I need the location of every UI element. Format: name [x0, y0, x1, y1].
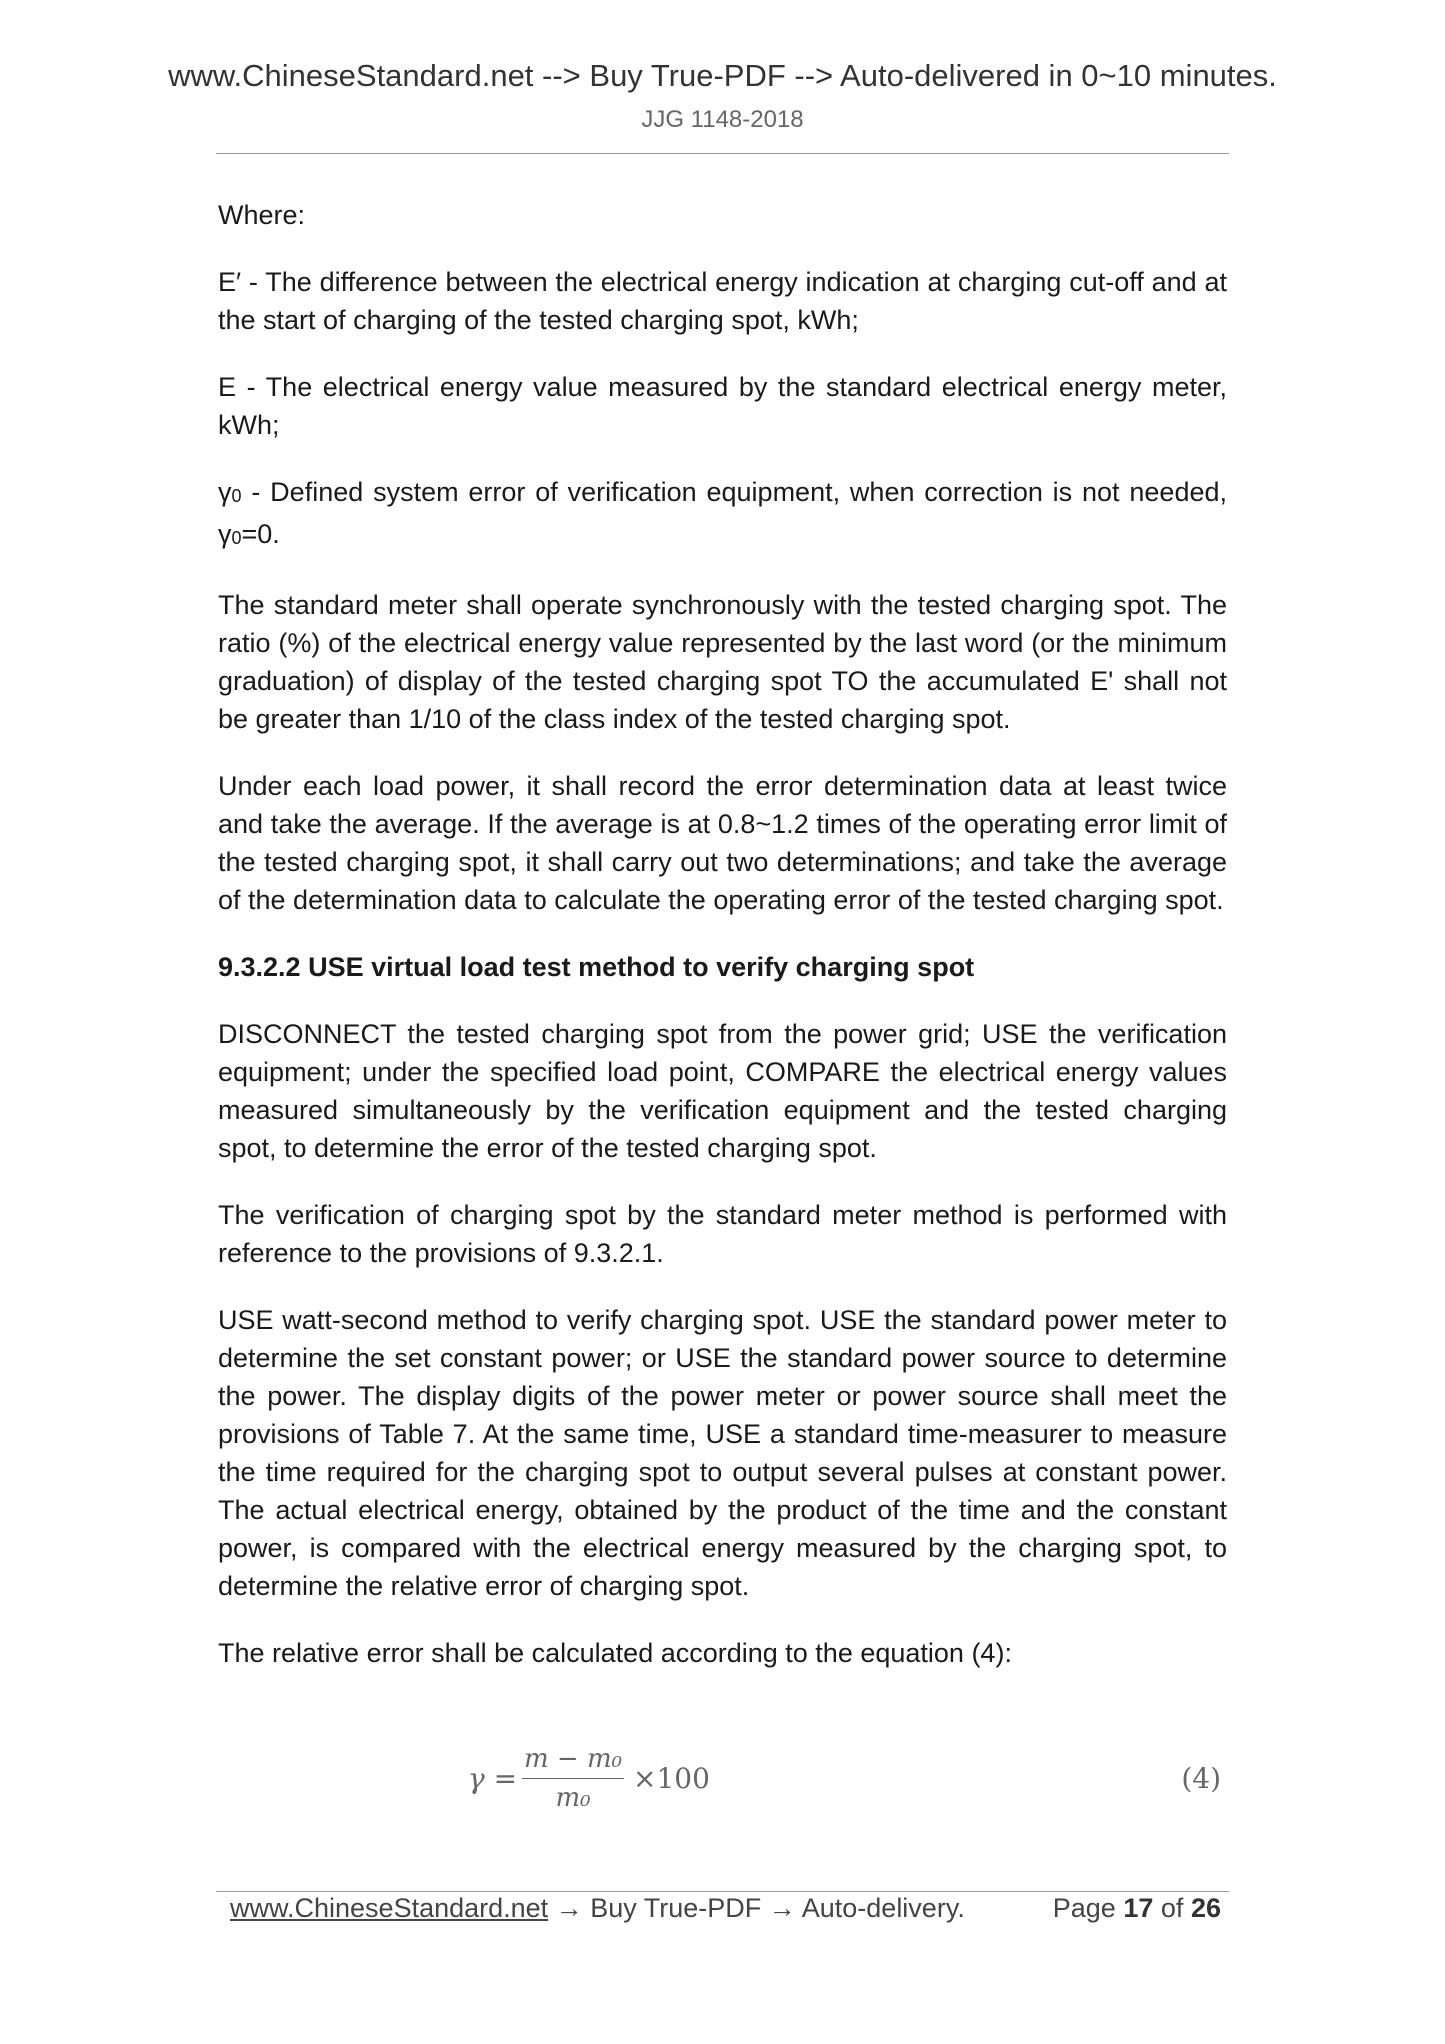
gamma-symbol: γ: [218, 477, 232, 507]
where-label: Where:: [218, 200, 306, 230]
paragraph-watt-second: USE watt-second method to verify charging spot. USE the standard power meter to determine the set constant power; or USE the standard power source to determine the power. The display digits of the power meter or power source shall meet the provisions of Table 7. At the same time, USE a standard time-measurer to measure the time required for the charging spot to output several pulses at constant power. The actual electrical energy, obtained by the product of the time and the constant power, is compared with the electrical energy measured by the charging spot, to determine the relative error of charging spot.: [218, 1305, 1227, 1601]
equation-denominator: m₀: [555, 1783, 591, 1813]
gamma-definition-end: =0.: [241, 519, 280, 549]
footer-site-link[interactable]: www.ChineseStandard.net: [230, 1893, 549, 1923]
gamma-subscript: 0: [231, 486, 242, 506]
page-content: [218, 196, 1227, 1701]
header-divider: [216, 153, 1229, 154]
page-label: Page: [1052, 1893, 1116, 1923]
footer-promo-text: → Buy True-PDF → Auto-delivery.: [548, 1893, 965, 1923]
header-banner[interactable]: www.ChineseStandard.net --> Buy True-PDF --> Auto-delivered in 0~10 minutes.: [168, 58, 1277, 93]
footer-divider: [216, 1891, 1229, 1892]
equation-number: (4): [1181, 1762, 1221, 1795]
equation-numerator: m − m₀: [523, 1744, 623, 1774]
paragraph-synchronous: The standard meter shall operate synchronously with the tested charging spot. The ratio (%) of the electrical energy value represented by the last word (or the minimum graduation) of display of the tested charging spot TO the accumulated E' shall not be greater than 1/10 of the class index of the tested charging spot.: [218, 590, 1227, 734]
definition-e-prime: E′ - The difference between the electrical energy indication at charging cut-off and at the start of charging of the tested charging spot, kWh;: [218, 267, 1227, 335]
of-label: of: [1160, 1893, 1184, 1923]
gamma-definition-text: - Defined system error of verification equipment, when correction is not needed, γ: [218, 477, 1227, 549]
footer-promo: [230, 1893, 965, 1924]
page-indicator: [1053, 1893, 1221, 1924]
page-footer: [216, 1893, 1229, 1937]
definition-e: E - The electrical energy value measured by the standard electrical energy meter, kWh;: [218, 372, 1227, 440]
paragraph-disconnect: DISCONNECT the tested charging spot from the power grid; USE the verification equipment; under the specified load point, COMPARE the electrical energy values measured simultaneously by the verification equipment and the tested charging spot, to determine the error of the tested charging spot.: [218, 1019, 1227, 1163]
page-total: 26: [1190, 1893, 1221, 1923]
paragraph-load-power: Under each load power, it shall record the error determination data at least twice and take the average. If the average is at 0.8~1.2 times of the operating error limit of the tested charging spot, it shall carry out two determinations; and take the average of the determination data to calculate the operating error of the tested charging spot.: [218, 771, 1227, 915]
equation-fraction: [518, 1740, 628, 1817]
equation-4: [218, 1740, 1227, 1830]
standard-number: JJG 1148-2018: [641, 106, 804, 133]
definition-gamma0: [218, 473, 1227, 557]
paragraph-relative-error: The relative error shall be calculated according to the equation (4):: [218, 1638, 1012, 1668]
equation-lhs: γ =: [468, 1762, 518, 1795]
page-number: 17: [1123, 1893, 1154, 1923]
paragraph-standard-meter: The verification of charging spot by the standard meter method is performed with reference to the provisions of 9.3.2.1.: [218, 1200, 1227, 1268]
equation-rhs: ×100: [633, 1762, 710, 1795]
gamma-subscript-2: 0: [231, 528, 242, 548]
section-heading: 9.3.2.2 USE virtual load test method to verify charging spot: [218, 952, 975, 982]
